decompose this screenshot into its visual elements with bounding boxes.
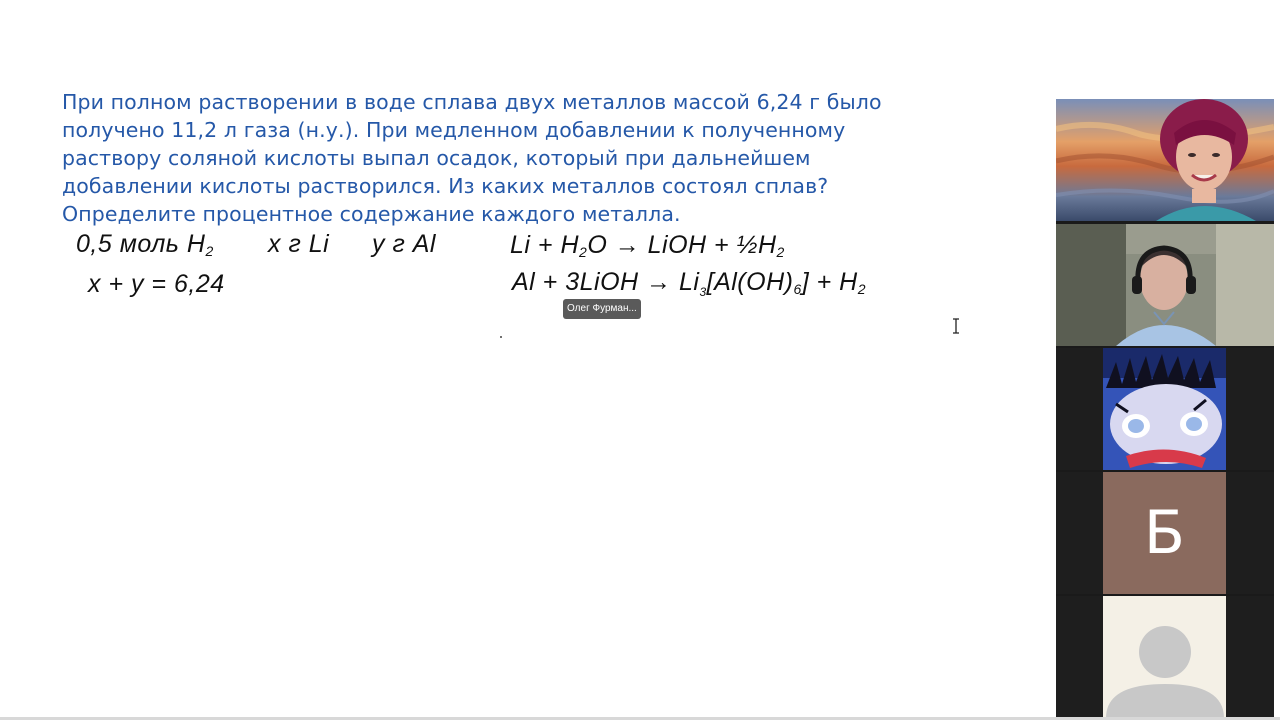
handwriting-reaction-lithium-water: $Li + H_2O$ → LiOH + $\frac{1}{2}H_2$ [510,231,785,260]
participant-placeholder[interactable] [1056,596,1274,718]
handwriting-sum-equation: x + y = 6,24 [88,270,225,298]
text-cursor-icon [951,318,961,334]
cartoon-avatar-video [1056,348,1274,470]
participant-video-woman[interactable] [1056,99,1274,221]
avatar-initial: Б [1143,498,1186,568]
participant-video-man[interactable] [1056,224,1274,346]
woman-with-red-hair-video [1056,99,1274,221]
handwriting-y-al: y г Al [372,230,436,258]
handwriting-reaction-aluminium: Al + 3LiOH → $Li_3[Al(OH)_6] + H_2$ [512,268,867,299]
man-with-headset-video [1056,224,1274,346]
handwriting-moles: 0,5 моль $H_2$ [76,230,214,259]
participant-video-cartoon[interactable] [1056,348,1274,470]
participant-letter-avatar[interactable] [1056,472,1274,594]
pen-dot [500,336,502,338]
person-silhouette-icon [1056,596,1274,718]
participants-panel [1056,99,1274,719]
annotator-name-tooltip: Олег Фурман... [563,299,641,319]
problem-statement: При полном растворении в воде сплава двух металлов массой 6,24 г было получено 11,2 л газа (н.у.). При медленном добавлении к полученному раствору соляной кислоты выпал осадок, который при дальнейшем добавлении кислоты растворился. Из каких металлов состоял сплав? Определите процентное содержание каждого металла. [62,90,882,226]
handwriting-x-li: x г Li [268,230,330,258]
letter-avatar [1103,472,1226,594]
